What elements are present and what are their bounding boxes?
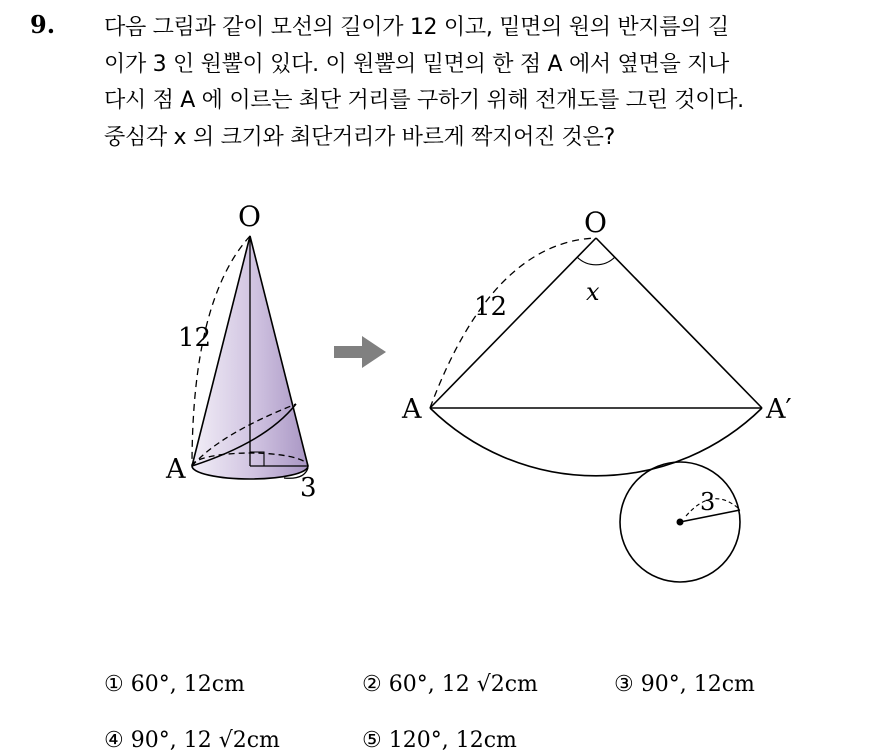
cone-figure — [165, 200, 317, 503]
choice-3-text: 90°, 12cm — [640, 672, 755, 697]
question-line-3: 다시 점 A 에 이르는 최단 거리를 구하기 위해 전개도를 그린 것이다. — [104, 88, 744, 113]
choice-1-marker: ① — [104, 672, 124, 697]
choice-4-marker: ④ — [104, 728, 124, 753]
net-right-point-label: A′ — [766, 394, 792, 425]
net-side-right — [596, 238, 762, 408]
choice-2-text: 60°, 12 √2cm — [388, 672, 538, 697]
question-line-4: 중심각 x 의 크기와 최단거리가 바르게 짝지어진 것은? — [104, 124, 615, 150]
net-left-point-label: A — [402, 394, 422, 425]
choice-3[interactable] — [614, 672, 755, 697]
net-figure — [401, 206, 792, 582]
choice-4[interactable] — [104, 728, 280, 753]
question-number: 9. — [30, 10, 56, 39]
choice-1-text: 60°, 12cm — [130, 672, 245, 697]
cone-radius-label: 3 — [300, 473, 317, 503]
choice-5-text: 120°, 12cm — [388, 728, 517, 753]
choice-5[interactable] — [362, 728, 517, 753]
angle-arc — [577, 257, 615, 265]
cone-base-point-label: A — [166, 454, 186, 485]
choice-3-marker: ③ — [614, 672, 634, 697]
choice-2-marker: ② — [362, 672, 382, 697]
transform-arrow — [334, 336, 386, 368]
choice-2[interactable] — [362, 672, 538, 697]
net-angle-label: x — [586, 278, 600, 306]
question-line-2: 이가 3 인 원뿔이 있다. 이 원뿔의 밑면의 한 점 A 에서 옆면을 지나 — [104, 51, 730, 77]
net-side-left — [430, 238, 596, 408]
cone-apex-label: O — [238, 200, 261, 233]
choice-5-marker: ⑤ — [362, 728, 382, 753]
net-slant-label: 12 — [474, 292, 508, 322]
choice-4-text: 90°, 12 √2cm — [130, 728, 280, 753]
net-apex-label: O — [584, 206, 607, 239]
net-radius-label: 3 — [700, 488, 716, 516]
choice-1[interactable] — [104, 672, 245, 697]
net-arc — [430, 408, 762, 476]
cone-slant-label: 12 — [178, 323, 212, 353]
question-line-1: 다음 그림과 같이 모선의 길이가 12 이고, 밑면의 원의 반지름의 길 — [104, 15, 729, 40]
